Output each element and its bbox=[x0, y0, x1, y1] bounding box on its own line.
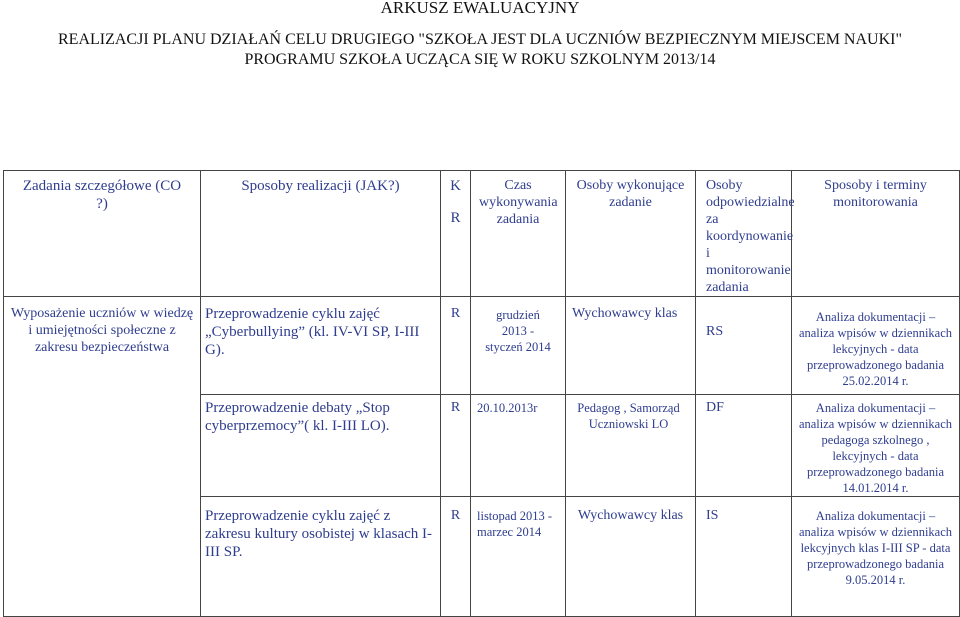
time-cell: listopad 2013 - marzec 2014 bbox=[471, 497, 566, 617]
method-cell: Przeprowadzenie debaty „Stop cyberprzemocy”( kl. I-III LO). bbox=[201, 395, 441, 497]
monitoring-cell: Analiza dokumentacji – analiza wpisów w dziennikach pedagoga szkolnego , lekcyjnych - data przeprowadzonego badania 14.01.2014 r. bbox=[792, 395, 960, 497]
document-subtitle-line1: REALIZACJI PLANU DZIAŁAŃ CELU DRUGIEGO "SZKOŁA JEST DLA UCZNIÓW BEZPIECZNYM MIEJSCEM NAUKI" bbox=[58, 31, 902, 48]
monitoring-cell: Analiza dokumentacji – analiza wpisów w dziennikach lekcyjnych - data przeprowadzonego badania 25.02.2014 r. bbox=[792, 297, 960, 395]
kr-cell: R bbox=[441, 297, 471, 395]
monitoring-cell: Analiza dokumentacji – analiza wpisów w dziennikach lekcyjnych klas I-III SP - data przeprowadzonego badania 9.05.2014 r. bbox=[792, 497, 960, 617]
header-row bbox=[4, 171, 960, 297]
kr-cell: R bbox=[441, 395, 471, 497]
header-tasks: Zadania szczegółowe (CO ?) bbox=[4, 171, 201, 297]
table-row bbox=[4, 297, 960, 395]
header-kr bbox=[441, 171, 471, 297]
header-time: Czas wykonywania zadania bbox=[471, 171, 566, 297]
responsible-cell: RS bbox=[696, 297, 792, 395]
header-monitoring: Sposoby i terminy monitorowania bbox=[792, 171, 960, 297]
evaluation-table bbox=[3, 170, 960, 617]
kr-cell: R bbox=[441, 497, 471, 617]
method-cell: Przeprowadzenie cyklu zajęć „Cyberbullying” (kl. IV-VI SP, I-III G). bbox=[201, 297, 441, 395]
method-cell: Przeprowadzenie cyklu zajęć z zakresu kultury osobistej w klasach I-III SP. bbox=[201, 497, 441, 617]
document-title: ARKUSZ EWALUACYJNY bbox=[380, 0, 580, 17]
responsible-cell: IS bbox=[696, 497, 792, 617]
persons-cell: Wychowawcy klas bbox=[566, 497, 696, 617]
header-responsible: Osoby odpowiedzialne za koordynowanie i monitorowanie zadania bbox=[696, 171, 792, 297]
persons-cell: Wychowawcy klas bbox=[566, 297, 696, 395]
header-k: K bbox=[450, 178, 461, 194]
persons-cell: Pedagog , Samorząd Uczniowski LO bbox=[566, 395, 696, 497]
header-methods: Sposoby realizacji (JAK?) bbox=[201, 171, 441, 297]
responsible-cell: DF bbox=[696, 395, 792, 497]
time-cell: 20.10.2013r bbox=[471, 395, 566, 497]
header-r: R bbox=[450, 210, 461, 226]
time-cell: grudzień 2013 -styczeń 2014 bbox=[471, 297, 566, 395]
task-cell: Wyposażenie uczniów w wiedzę i umiejętności społeczne z zakresu bezpieczeństwa bbox=[4, 297, 201, 617]
header-persons: Osoby wykonujące zadanie bbox=[566, 171, 696, 297]
document-subtitle-line2: PROGRAMU SZKOŁA UCZĄCA SIĘ W ROKU SZKOLNYM 2013/14 bbox=[244, 51, 716, 68]
